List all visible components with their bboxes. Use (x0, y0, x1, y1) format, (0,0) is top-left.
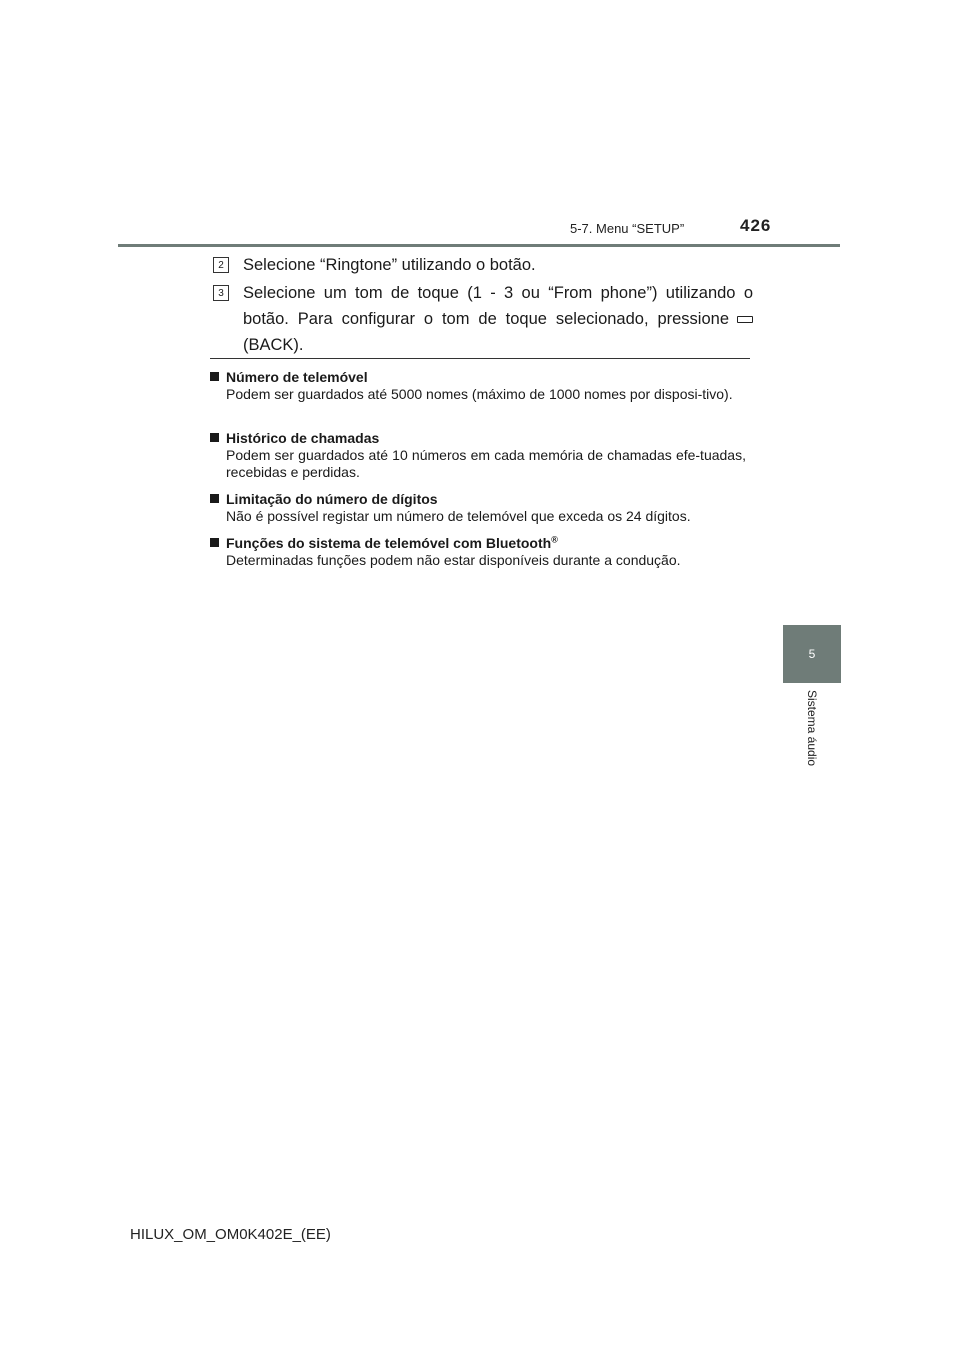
note-title-text: Limitação do número de dígitos (226, 491, 438, 507)
note-title-text: Número de telemóvel (226, 369, 368, 385)
back-button-icon (737, 316, 753, 323)
section-title: 5-7. Menu “SETUP” (570, 221, 685, 236)
note-body: Podem ser guardados até 5000 nomes (máximo de 1000 nomes por disposi-tivo). (226, 386, 733, 402)
page-number: 426 (740, 216, 772, 235)
step-text-block (243, 280, 753, 358)
registered-mark: ® (551, 534, 558, 545)
note-body: Podem ser guardados até 10 números em cada memória de chamadas efe-tuadas, recebidas e perdidas. (226, 447, 746, 480)
note-title (210, 368, 746, 386)
header-rule (118, 244, 840, 247)
note-item (210, 429, 746, 481)
step-text: Selecione um tom de toque (1 - 3 ou “From phone”) utilizando o botão. Para configurar o tom de toque selecionado, pressione (243, 284, 753, 328)
note-title (210, 429, 746, 447)
note-item (210, 490, 746, 525)
step-number: 2 (213, 257, 229, 273)
step-item (213, 280, 753, 358)
square-bullet-icon (210, 372, 219, 381)
step-text-after: (BACK). (243, 336, 304, 354)
note-title-text: Funções do sistema de telemóvel com Bluetooth (226, 535, 552, 551)
square-bullet-icon (210, 538, 219, 547)
note-item (210, 534, 746, 569)
note-title-text: Histórico de chamadas (226, 430, 380, 446)
step-text: Selecione “Ringtone” utilizando o botão. (243, 256, 536, 274)
document-footer: HILUX_OM_OM0K402E_(EE) (130, 1226, 331, 1243)
chapter-label-box (783, 684, 841, 794)
step-number: 3 (213, 285, 229, 301)
note-title (210, 490, 746, 508)
square-bullet-icon (210, 494, 219, 503)
section-divider (210, 358, 750, 359)
chapter-number: 5 (783, 625, 841, 683)
note-item (210, 368, 746, 403)
square-bullet-icon (210, 433, 219, 442)
chapter-label: Sistema áudio (805, 690, 819, 767)
note-title (210, 534, 746, 552)
step-item (213, 252, 753, 278)
note-body: Não é possível registar um número de telemóvel que exceda os 24 dígitos. (226, 508, 691, 524)
note-body: Determinadas funções podem não estar disponíveis durante a condução. (226, 552, 681, 568)
